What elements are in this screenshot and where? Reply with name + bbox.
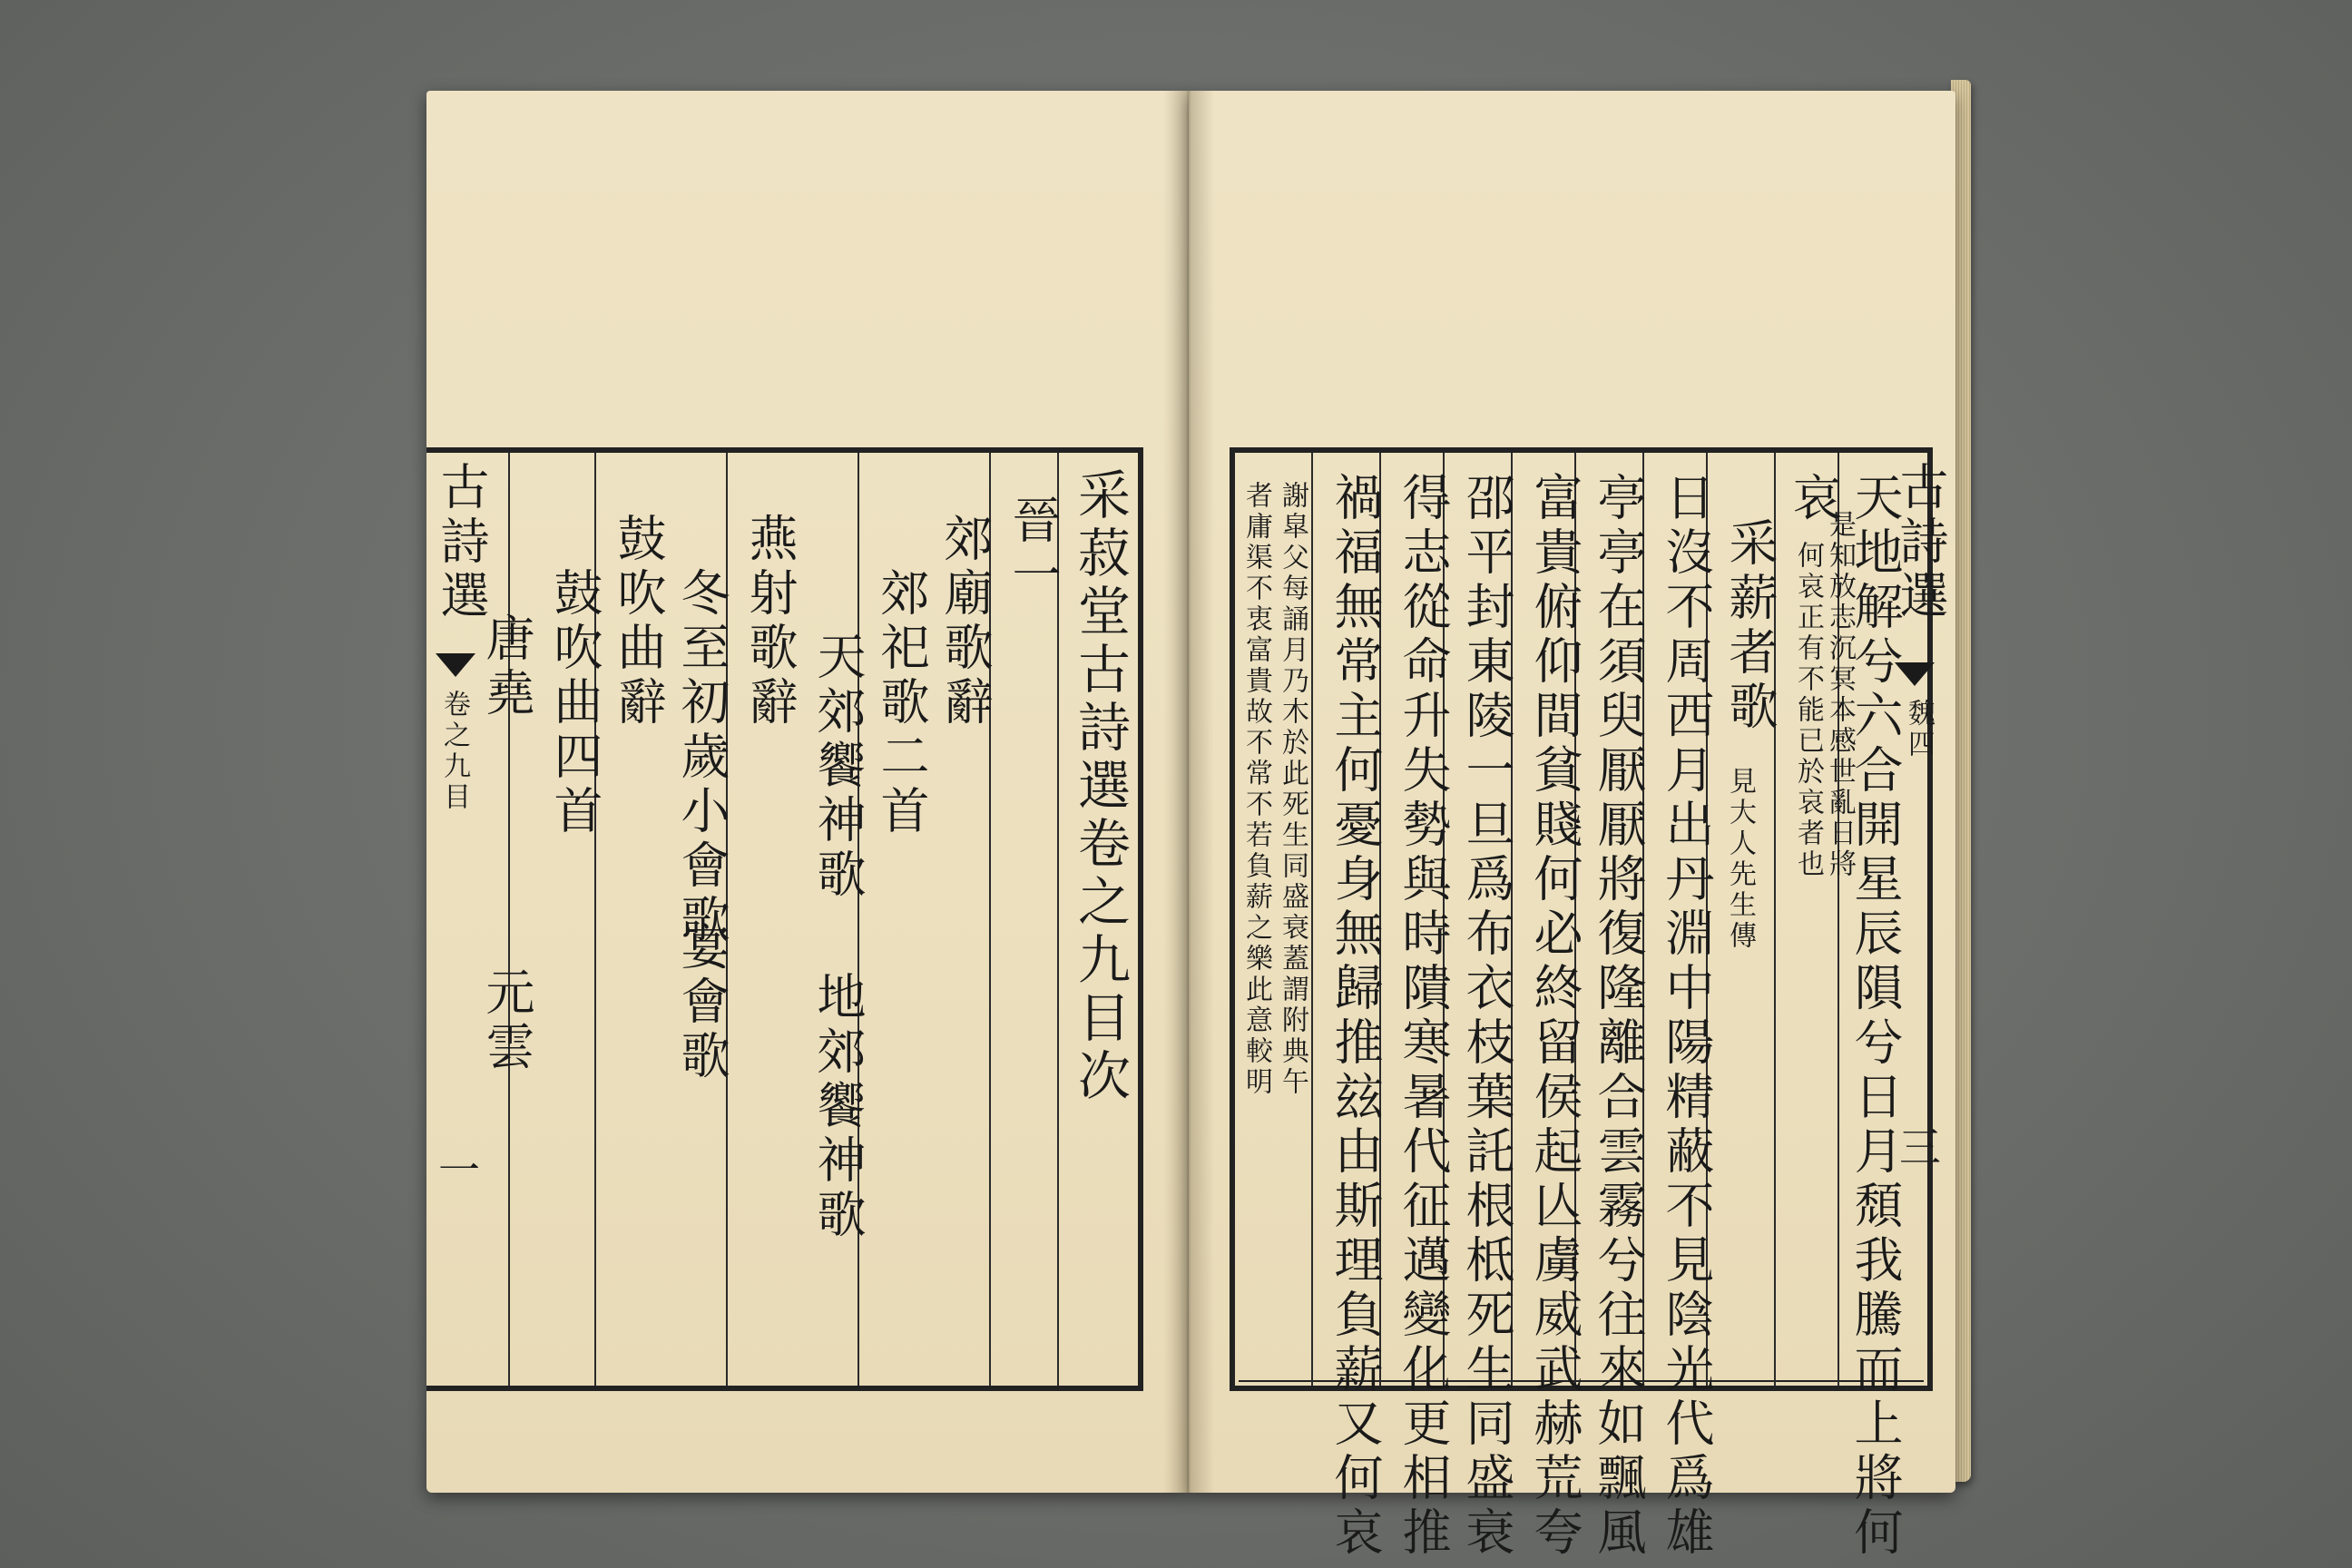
poem-line: 邵平封東陵一旦爲布衣枝葉託根柢死生同盛衰 bbox=[1458, 472, 1515, 1561]
left-margin-title: 古詩選 bbox=[433, 461, 490, 624]
left-margin-volume: 卷之九目 bbox=[438, 690, 470, 813]
commentary-note: 者庸渠不衷富貴故不常不若負薪之樂此意較明 bbox=[1240, 481, 1272, 1098]
poem-line: 亭亭在須臾厭厭將復隆離合雲霧兮往來如飄風 bbox=[1590, 472, 1647, 1561]
toc-dynasty: 晉一 bbox=[1004, 495, 1062, 603]
toc-entry: 鼓吹曲四首 bbox=[546, 567, 603, 839]
poem-line: 日沒不周西月出丹淵中陽精蔽不見陰光代爲雄 bbox=[1658, 472, 1715, 1561]
poem-line: 天地解兮六合開星辰隕兮日月頹我騰而上將何 bbox=[1847, 472, 1904, 1561]
toc-entry: 天郊饗神歌 bbox=[809, 631, 867, 903]
right-margin-folio: 三 bbox=[1893, 1125, 1942, 1174]
poem-source-note: 見大人先生傳 bbox=[1724, 767, 1756, 952]
right-margin-title: 古詩選 bbox=[1892, 461, 1949, 624]
book-gutter bbox=[1163, 91, 1214, 1493]
fish-tail-mark bbox=[436, 653, 475, 677]
toc-entry: 宴會歌 bbox=[673, 921, 730, 1084]
toc-entry: 元雲 bbox=[478, 966, 535, 1075]
poem-line: 富貴俯仰間貧賤何必終留侯起亾虜威武赫荒夸 bbox=[1526, 472, 1583, 1561]
toc-entry: 唐堯 bbox=[478, 612, 535, 721]
commentary-note: 謝皐父每誦月乃木於此死生同盛衰蓋謂附典午 bbox=[1277, 481, 1308, 1098]
right-margin-volume: 魏四 bbox=[1903, 699, 1935, 760]
poem-line: 哀 bbox=[1785, 472, 1842, 526]
toc-category: 郊廟歌辭 bbox=[936, 513, 994, 730]
left-margin-folio: 一 bbox=[432, 1148, 481, 1197]
column-rule bbox=[508, 453, 510, 1386]
poem-line: 得志從命升失勢與時隤寒暑代征邁變化更相推 bbox=[1395, 472, 1452, 1561]
toc-entry: 地郊饗神歌 bbox=[809, 971, 867, 1243]
commentary-note: 是知放志沉冥本感世亂日將 bbox=[1824, 510, 1856, 880]
toc-category: 鼓吹曲辭 bbox=[610, 513, 667, 730]
toc-category: 燕射歌辭 bbox=[741, 513, 799, 730]
poem-title: 采薪者歌 bbox=[1721, 517, 1779, 735]
toc-entry: 冬至初歲小會歌 bbox=[673, 567, 730, 948]
column-rule bbox=[858, 453, 859, 1386]
toc-entry: 郊祀歌二首 bbox=[873, 567, 930, 839]
commentary-note: 何哀正有不能已於哀者也 bbox=[1792, 541, 1824, 880]
toc-heading: 采菽堂古詩選卷之九目次 bbox=[1069, 467, 1131, 1106]
poem-line: 禍福無常主何憂身無歸推玆由斯理負薪又何哀 bbox=[1327, 472, 1384, 1561]
